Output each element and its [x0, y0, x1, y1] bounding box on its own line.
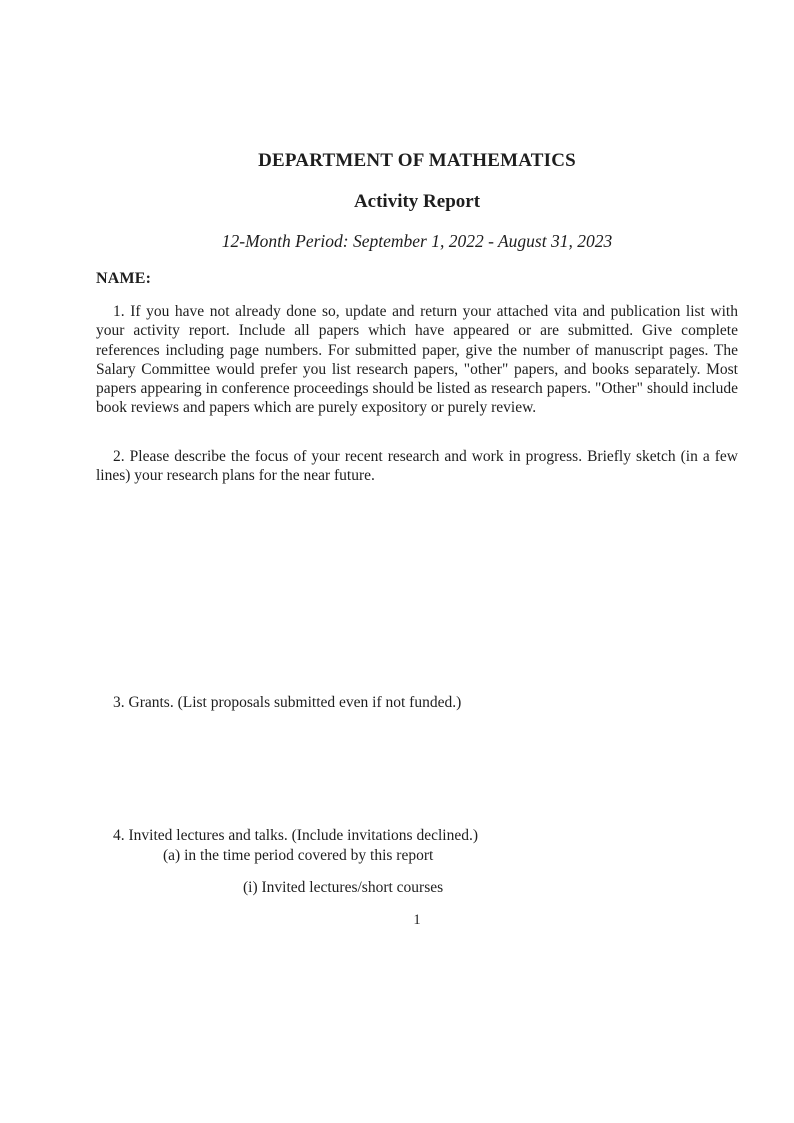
department-title: DEPARTMENT OF MATHEMATICS [258, 150, 576, 171]
item-4-invited-lectures: 4. Invited lectures and talks. (Include invitations declined.) [113, 827, 478, 844]
item-4a-time-period: (a) in the time period covered by this report [163, 847, 434, 864]
instruction-paragraph-1: 1. If you have not already done so, update and return your attached vita and publication list with your activity report. Include all papers which have appeared or are submitted. Give complete references including page numbers. For submitted paper, give the number of manuscript pages. The Salary Committee would prefer you list research papers, "other" papers, and books separately. Most papers appearing in conference proceedings should be listed as research papers. "Other" should include book reviews and papers which are purely expository or purely review. [96, 303, 738, 417]
instruction-paragraph-2: 2. Please describe the focus of your recent research and work in progress. Briefly sketch (in a few lines) your research plans for the near future. [96, 448, 738, 485]
report-title: Activity Report [353, 191, 481, 212]
report-period: 12-Month Period: September 1, 2022 - August 31, 2023 [221, 231, 613, 251]
item-4a-i-invited-lectures-short-courses: (i) Invited lectures/short courses [243, 879, 444, 896]
item-3-grants: 3. Grants. (List proposals submitted even if not funded.) [113, 694, 462, 711]
name-label: NAME: [96, 270, 152, 287]
page-number: 1 [413, 912, 421, 928]
